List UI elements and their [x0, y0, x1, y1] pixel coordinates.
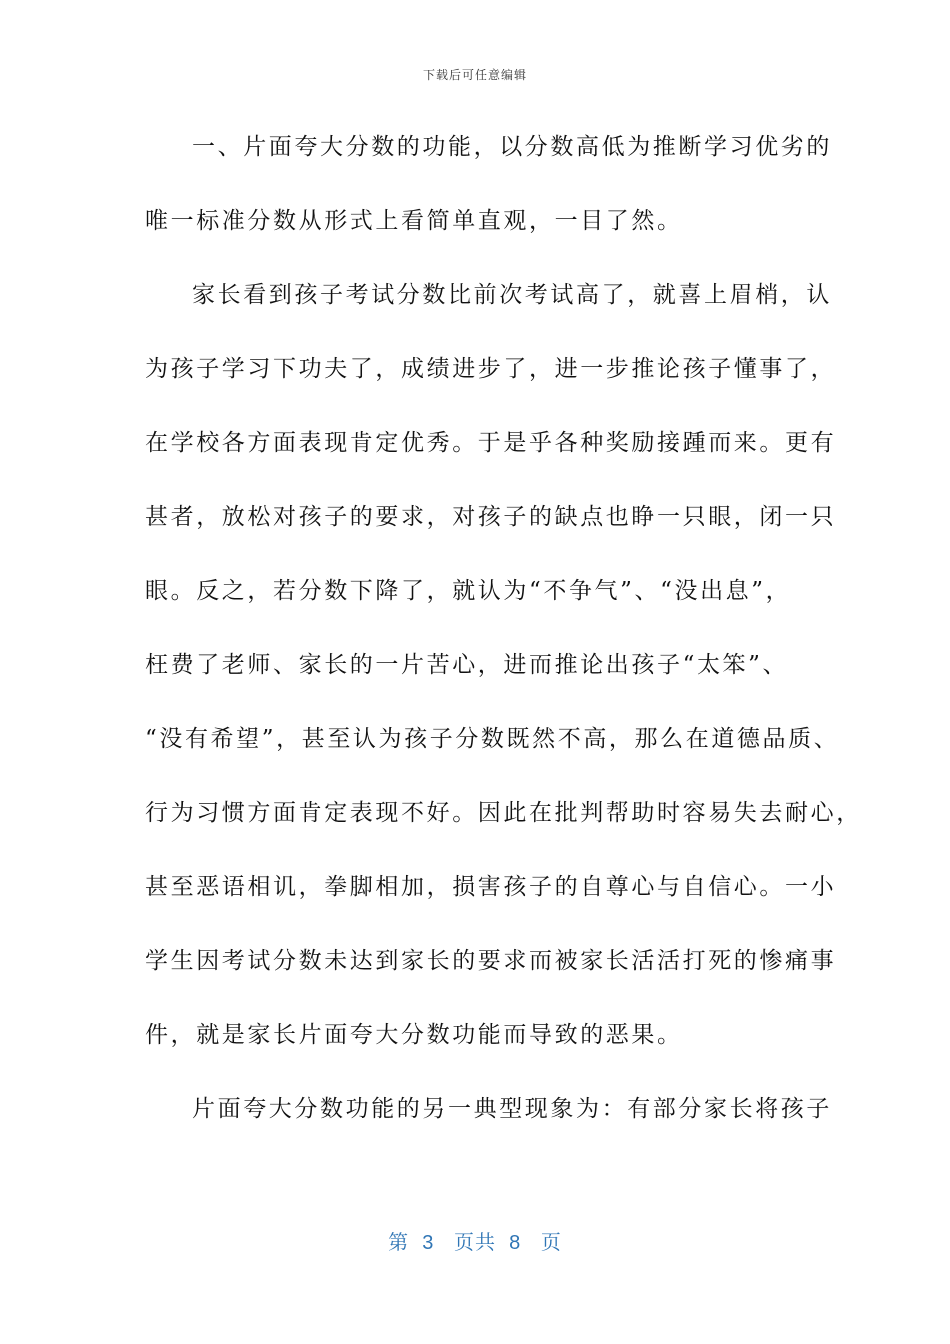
footer-middle: 页共	[454, 1232, 496, 1254]
text-line: 眼。反之，若分数下降了，就认为“不争气”、“没出息”，	[145, 578, 792, 604]
text-line: 件，就是家长片面夸大分数功能而导致的恶果。	[145, 1022, 683, 1048]
text-line: 为孩子学习下功夫了，成绩进步了，进一步推论孩子懂事了，	[145, 356, 837, 382]
total-pages-number: 8	[509, 1232, 522, 1254]
text-line: 家长看到孩子考试分数比前次考试高了，就喜上眉梢，认	[192, 282, 832, 308]
text-line: 行为习惯方面肯定表现不好。因此在批判帮助时容易失去耐心，	[145, 800, 862, 826]
document-body	[145, 124, 862, 1160]
page-footer	[0, 1226, 950, 1255]
text-line: 学生因考试分数未达到家长的要求而被家长活活打死的惨痛事	[145, 948, 837, 974]
text-line: 枉费了老师、家长的一片苦心，进而推论出孩子“太笨”、	[145, 652, 789, 678]
text-line: 在学校各方面表现肯定优秀。于是乎各种奖励接踵而来。更有	[145, 430, 837, 456]
text-line: 一、片面夸大分数的功能，以分数高低为推断学习优劣的	[192, 134, 832, 160]
text-line: 甚至恶语相讥，拳脚相加，损害孩子的自尊心与自信心。一小	[145, 874, 837, 900]
page-header-note: 下载后可任意编辑	[422, 68, 527, 82]
current-page-number: 3	[422, 1232, 435, 1254]
text-line: 甚者，放松对孩子的要求，对孩子的缺点也睁一只眼，闭一只	[145, 504, 837, 530]
text-line: 片面夸大分数功能的另一典型现象为：有部分家长将孩子	[192, 1096, 832, 1122]
footer-suffix: 页	[540, 1232, 562, 1254]
footer-prefix: 第	[388, 1232, 410, 1254]
text-line: 唯一标准分数从形式上看简单直观，一目了然。	[145, 208, 683, 234]
text-line: “没有希望”，甚至认为孩子分数既然不高，那么在道德品质、	[145, 726, 840, 752]
